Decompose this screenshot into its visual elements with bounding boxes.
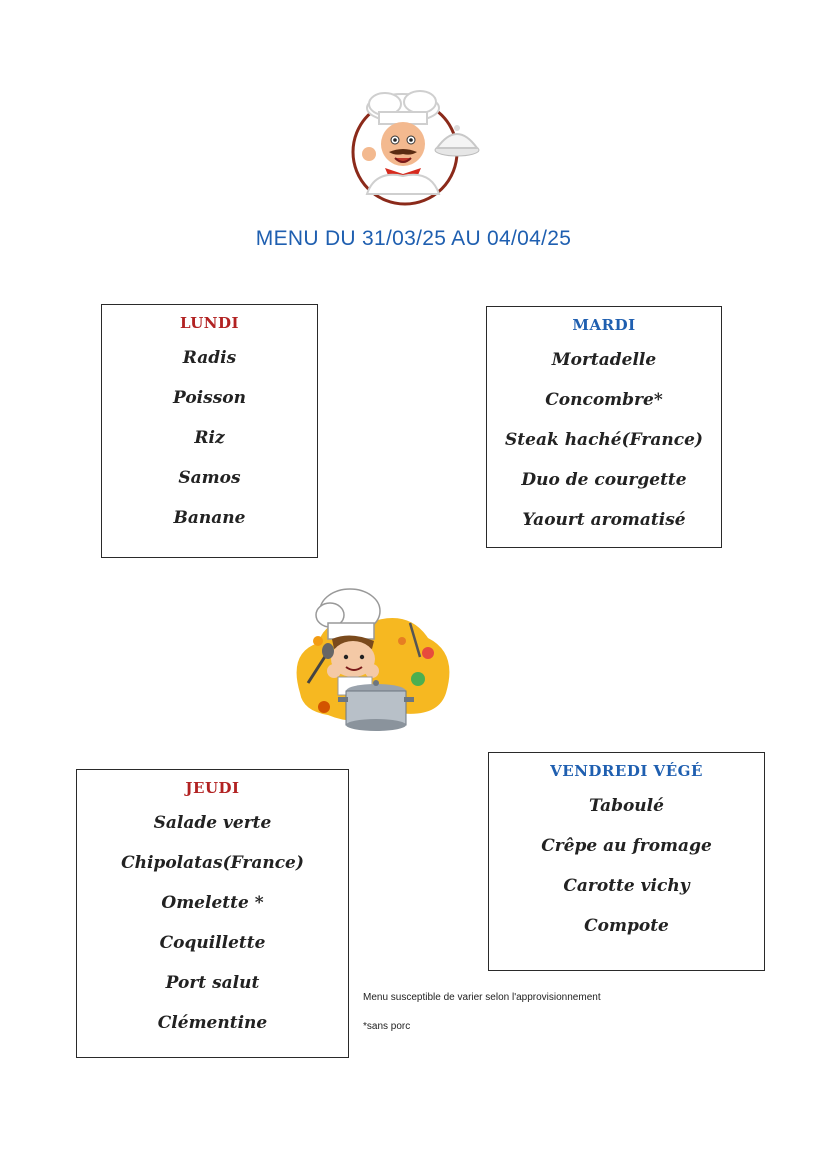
day-label-jeudi: JEUDI <box>185 779 240 797</box>
kid-chef-cooking-icon <box>288 583 458 738</box>
menu-item: Poisson <box>173 388 246 408</box>
menu-item: Compote <box>584 916 669 936</box>
menu-item: Clémentine <box>157 1013 268 1033</box>
menu-item: Steak haché(France) <box>505 430 703 450</box>
menu-box-lundi <box>101 304 318 558</box>
pork-note: *sans porc <box>363 1021 411 1032</box>
menu-item: Radis <box>182 348 237 368</box>
chef-logo-icon <box>345 90 485 210</box>
menu-item: Crêpe au fromage <box>541 836 712 856</box>
menu-item: Coquillette <box>159 933 266 953</box>
supply-note: Menu susceptible de varier selon l'approvisionnement <box>363 992 601 1003</box>
menu-item: Banane <box>173 508 246 528</box>
menu-item: Duo de courgette <box>521 470 687 490</box>
day-label-lundi: LUNDI <box>179 314 240 332</box>
menu-item: Salade verte <box>153 813 272 833</box>
menu-item: Samos <box>178 468 241 488</box>
page-title: MENU DU 31/03/25 AU 04/04/25 <box>255 227 572 250</box>
menu-item: Concombre* <box>545 390 663 410</box>
menu-item: Mortadelle <box>551 350 657 370</box>
menu-item: Omelette * <box>161 893 264 913</box>
menu-item: Chipolatas(France) <box>121 853 304 873</box>
menu-item: Port salut <box>165 973 260 993</box>
menu-item: Yaourt aromatisé <box>522 510 686 530</box>
menu-box-jeudi <box>76 769 349 1058</box>
day-label-mardi: MARDI <box>572 316 636 334</box>
menu-item: Carotte vichy <box>563 876 690 896</box>
menu-item: Riz <box>194 428 225 448</box>
menu-box-mardi <box>486 306 722 548</box>
menu-item: Taboulé <box>589 796 664 816</box>
menu-box-vendredi <box>488 752 765 971</box>
day-label-vendredi: VENDREDI VÉGÉ <box>550 762 703 780</box>
